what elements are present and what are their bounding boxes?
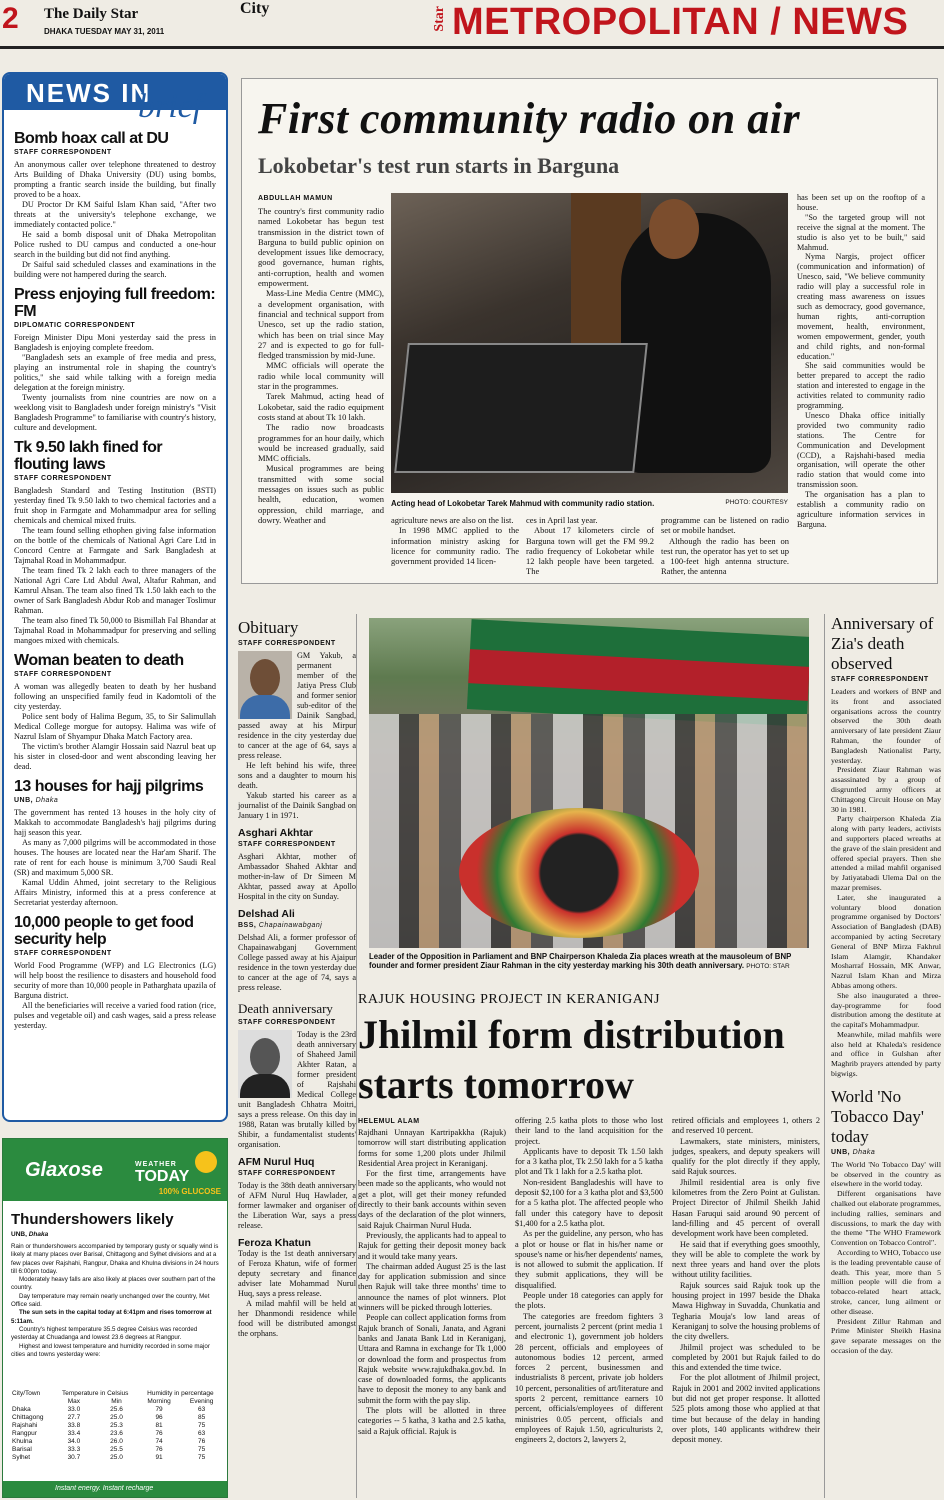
weather-table-cell: 75 [198, 1445, 206, 1453]
brief-paragraph: Foreign Minister Dipu Moni yesterday said the press in Bangladesh is enjoying complete freedom. [14, 333, 216, 352]
zia-paragraph: She also inaugurated a three-day-programme for food distribution among the destitute at the capital's Mohammadpur. [831, 990, 941, 1030]
lead-byline: ABDULLAH MAMUN [258, 195, 333, 202]
feroza-text [238, 1249, 356, 1339]
wx-th-blank [11, 1397, 53, 1405]
weather-paragraph: Highest and lowest temperature and humidity recorded in some major cities and towns yesterday were: [11, 1342, 210, 1358]
jhilmil-col2-paragraph: The categories are freedom fighters 3 percent, journalists 2 percent (print media 1 and electronic 1), government job holders 28 percent, officials and employees of autonomous bodies 12 percent, armed forces 2 percent, businessmen and industrialists 8 percent, private job holders 10 percent, personalities of art/literature and sports 2 percent, remittance earners 10 percent, officials/employees of different ministries 0.05 percent, officials and employees of Rajuk 1.50, agriculturists 2, engineers 2, doctors 2, lawyers 2, [515, 1311, 663, 1445]
zia-paragraph: Later, she inaugurated a voluntary blood donation programme organised by Doctors' Association of Bangladesh (DAB) accompanied by acting Secretary General of BNP Mirza Fakhrul Islam Alamgir, Khandaker Mosharraf Hossain, MK Anwar, Nazrul Islam Khan and Mirza Abbas among others. [831, 892, 941, 990]
weather-table-cell: 63 [198, 1405, 206, 1413]
brief-byline: UNB, Dhaka [14, 797, 59, 804]
wx-th-morning: Morning [147, 1397, 171, 1405]
jhilmil-col-1 [358, 1128, 506, 1437]
tobacco-byline-place: Dhaka [852, 1148, 876, 1156]
brief-body [14, 808, 216, 908]
zia-paragraph: President Ziaur Rahman was assassinated by a group of disgruntled army officers at Chittagong Circuit House on May 30 in 1981. [831, 765, 941, 814]
weather-table-cell: 79 [155, 1405, 163, 1413]
jhilmil-col3-paragraph: retired officials and employees 1, others 2 and reserved 10 percent. [672, 1116, 820, 1136]
jhilmil-col-2 [515, 1116, 663, 1446]
tobacco-paragraph: According to WHO, Tobacco use is the leading preventable cause of death. This year, more than 5 million people will die from a tobacco-related heart attack, stroke, cancer, lung ailment or other disease. [831, 1248, 941, 1316]
lead-col1-paragraph: MMC officials will operate the radio while local community will star in the programmes. [258, 360, 384, 392]
weather-table-cell: Rangpur [12, 1429, 37, 1437]
jhilmil-col3-paragraph: Lawmakers, state ministers, ministers, judges, speakers, and deputy speakers will qualify for the plot directly if they apply, said Rajuk sources. [672, 1136, 820, 1177]
brief-byline: DIPLOMATIC CORRESPONDENT [14, 322, 136, 329]
column-rule-left [356, 614, 357, 1498]
weather-table-cell: 33.8 [67, 1421, 81, 1429]
jhilmil-kicker: RAJUK HOUSING PROJECT IN KERANIGANJ [358, 992, 660, 1007]
brief-paragraph: Dr Saiful said scheduled classes and examinations in the building were not hampered during the search. [14, 260, 216, 279]
tobacco-paragraph: The World 'No Tobacco Day' will be observed in the country as elsewhere in the world today. [831, 1159, 941, 1189]
jhilmil-col2-paragraph: offering 2.5 katha plots to those who lost their land to the land acquisition for the project. [515, 1116, 663, 1146]
right-column [831, 614, 941, 1356]
weather-table-cell: Rajshahi [12, 1421, 38, 1429]
lead-col5-paragraph: Nyma Nargis, project officer (communication and information) of Unesco, said, "We believe community radio will play a successful role in creating mass awareness on issues such as democracy, good governance, human rights, anti-corruption movement, health, environment, women empowerment, gender, youth and child rights, and non-formal education." [797, 252, 925, 361]
brief-paragraph: The government has rented 13 houses in the holy city of Makkah to accommodate Bangladesh's hajj pilgrims during hajj season this year. [14, 808, 216, 837]
weather-table-cell: 96 [155, 1413, 163, 1421]
zia-text [831, 687, 941, 1079]
weather-table-cell: 76 [155, 1445, 163, 1453]
page-number: 2 [2, 2, 19, 35]
brief-paragraph: He said a bomb disposal unit of Dhaka Metropolitan Police rushed to DU campus and conducted a one-hour search in the building but did not find anything. [14, 230, 216, 259]
wx-th-hum: Humidity in percentage [147, 1389, 214, 1397]
glaxose-logo: Glaxose [25, 1159, 103, 1181]
obituary-byline: STAFF CORRESPONDENT [238, 640, 336, 647]
weather-today-label [135, 1161, 189, 1186]
zia-heading: Anniversary of Zia's death observed [831, 614, 934, 673]
weather-table-cell: Khulna [12, 1437, 33, 1445]
weather-table-cell: 91 [155, 1453, 163, 1461]
afm-text: Today is the 38th death anniversary of AFM Nurul Huq Hawlader, a former lawmaker and organiser of the Liberation War, says a press release. [238, 1181, 356, 1230]
asghari-byline: STAFF CORRESPONDENT [238, 841, 336, 848]
weather-table-cell: 75 [198, 1421, 206, 1429]
asghari-text: Asghari Akhtar, mother of Ambassador Shahed Akhtar and mother-in-law of Dr Simeen M Akhtar, passed away at Apollo Hospital in the city on Sunday. [238, 852, 356, 901]
lead-col3-paragraph: ces in April last year. [526, 515, 598, 525]
brief-body [14, 160, 216, 280]
weather-paragraph: Day temperature may remain nearly unchanged over the country, Met Office said. [11, 1292, 210, 1309]
weather-table [11, 1389, 223, 1461]
weather-paragraph: Rain or thundershowers accompanied by temporary gusty or squally wind is likely at many places over Barisal, Chittagong and Sylhet divisions and at a few places over Rajshahi, Rangpur, Dhaka and Khulna divisions in 24 hours till 6:00pm today. [11, 1243, 219, 1275]
radio-station-photo [391, 193, 788, 493]
brief-headline: 13 houses for hajj pilgrims [14, 778, 204, 795]
lead-col2-paragraph: agriculture news are also on the list. [391, 515, 514, 525]
jamil-text-block [238, 1030, 356, 1150]
weather-table-cell: 75 [198, 1453, 206, 1461]
jhilmil-col1-paragraph: People can collect application forms from Rajuk branch of Sonali, Janata, and Agrani banks and Janata Bank Ltd in Keraniganj, Uttara and Ramna in exchange for Tk 1,000 or download the form and prospectus from Rajuk website www.rajukdhaka.gov.bd. In case of downloaded forms, the applicants have to deposit the money to any bank and submit the form with the pay slip. [358, 1313, 506, 1405]
lead-col5-paragraph: She said communities would be better prepared to accept the radio station and interested to engage in the activities related to community radio programming. [797, 361, 925, 411]
brief-paragraph: The team also fined Tk 50,000 to Bismillah Fal Bhandar at Tajmahal Road in Mohammadpur for preserving and selling mangoes mixed with chemicals. [14, 616, 216, 645]
brief-paragraph: World Food Programme (WFP) and LG Electronics (LG) will help boost the resilience to disasters and household food security of more than 10,000 people in Patharghata upazila of Barguna district. [14, 961, 216, 1000]
delshad-byline [238, 922, 356, 929]
wx-th-evening: Evening [189, 1397, 214, 1405]
weather-label: WEATHER [135, 1161, 177, 1168]
death-anniversary-heading: Death anniversary [238, 1001, 333, 1016]
obituary-heading: Obituary [238, 618, 299, 637]
gm-yakub-text-2: He left behind his wife, three sons and a daughter to mourn his death. [238, 761, 356, 790]
zia-paragraph: Meanwhile, milad mahfils were also held at Khaleda's residence and office in Gulshan after Maghrib prayers attended by party bigwigs. [831, 1029, 941, 1079]
weather-table-body [11, 1405, 223, 1461]
delshad-heading: Delshad Ali [238, 908, 295, 920]
lead-col4-paragraph: programme can be listened on radio set or mobile handset. [661, 515, 789, 536]
brief-headline: Woman beaten to death [14, 652, 184, 669]
lead-col5-text [797, 193, 925, 530]
sun-icon [195, 1151, 217, 1173]
brief-body [14, 682, 216, 772]
lead-col5-paragraph: has been set up on the rooftop of a house. [797, 193, 925, 212]
brief-byline: STAFF CORRESPONDENT [14, 149, 112, 156]
lead-col5-paragraph: Unesco Dhaka office initially provided two community radio stations. The Centre for Communication and Development (CCD), a Rajshahi-based media organisation, will operate the other radio station that would come into transmission soon. [797, 410, 925, 490]
weather-table-cell: 33.3 [67, 1445, 81, 1453]
wreath-photo-credit: PHOTO: STAR [746, 963, 790, 970]
weather-table-cell: 33.4 [67, 1429, 81, 1437]
brief-paragraph: Bangladesh Standard and Testing Institution (BSTI) yesterday fined Tk 9.50 lakh to two chemical factories and a fruit shop in Farmgate and Mohammadpur area for selling chemicals and chemical mixed fruits. [14, 486, 216, 525]
weather-table-cell: Sylhet [12, 1453, 31, 1461]
weather-table-cell: 81 [155, 1421, 163, 1429]
asghari-heading: Asghari Akhtar [238, 827, 313, 839]
weather-paragraph: The sun sets in the capital today at 6:41pm and rises tomorrow at 5:11am. [11, 1309, 212, 1325]
zia-paragraph: Leaders and workers of BNP and its front and associated organisations across the country observed the 30th death anniversary of late president Ziaur Rahman, the founder of Bangladesh Nationalist Party, yesterday. [831, 687, 941, 765]
lead-col4-text [661, 515, 789, 577]
jhilmil-col1-paragraph: For the first time, arrangements have been made so the applicants, who would not get a plot, will get their money refunded directly to their bank accounts within seven days of the declaration of the plot winners, said Rajuk Chairman Nurul Huda. [358, 1169, 506, 1230]
weather-table-row [11, 1421, 223, 1429]
lead-col5-paragraph: "So the targeted group will not receive the signal at the moment. The studio is also yet to be built," said Mahmud. [797, 212, 925, 252]
weather-table-row [11, 1413, 223, 1421]
lead-col3-text [526, 515, 654, 577]
brief-byline-place: Dhaka [33, 797, 59, 804]
afm-byline: STAFF CORRESPONDENT [238, 1170, 336, 1177]
zia-paragraph: Party chairperson Khaleda Zia along with party leaders, activists and supporters placed wreaths at the grave of the slain president and offered special prayers. Then she attended a milad mahfil organised by Jatiyatabadi Ulema Dal on the mazar premises. [831, 814, 941, 892]
wreath-photo [369, 618, 809, 948]
section-title: METROPOLITAN / NEWS [452, 1, 909, 43]
photo-banner [467, 619, 809, 727]
nib-content [14, 130, 216, 1031]
weather-byline-place: Dhaka [28, 1231, 49, 1238]
lead-col2-paragraph: In 1998 MMC applied to the information ministry asking for licence for community radio. The government provided 14 licen- [391, 525, 519, 567]
nib-title-news: NEWS IN [26, 78, 152, 108]
feroza-text-1: Today is the 1st death anniversary of Feroza Khatun, wife of former deputy secretary and finance adviser late Mohammad Nurul Huq, says a press release. [238, 1249, 356, 1298]
column-rule-right [824, 614, 825, 1498]
weather-table-row [11, 1445, 223, 1453]
brief-paragraph: The team found selling ethophen giving false information on the bottle of the chemicals of National Agri Care Ltd in Concord Centre at Farmgate and Sark Bangladesh at Tajmahal Road in Mohammadpur. [14, 526, 216, 565]
masthead: The Daily Star [44, 6, 139, 22]
jhilmil-col2-paragraph: Applicants have to deposit Tk 1.50 lakh for a 3 katha plot, Tk 2.50 lakh for a 5 katha plot and Tk 1 lakh for a 2.5 katha plot. [515, 1146, 663, 1177]
weather-table-cell: Chittagong [12, 1413, 44, 1421]
lead-col5-paragraph: The organisation has a plan to establish a community radio on agriculture information services in Barguna. [797, 490, 925, 529]
wreath-caption-text: Leader of the Opposition in Parliament and BNP Chairperson Khaleda Zia places wreath at the mausoleum of BNP founder and former president Ziaur Rahman in the city yesterday marking his 30th death anniversary. [369, 952, 792, 970]
news-in-brief-box [2, 72, 228, 1122]
weather-table-cell: 76 [198, 1437, 206, 1445]
jhilmil-col1-paragraph: Previously, the applicants had to appeal to Rajuk for getting their deposit money back and it would take many years. [358, 1230, 506, 1261]
jhilmil-col3-paragraph: Rajuk sources said Rajuk took up the housing project in 1997 beside the Dhaka Mawa Highway in Suvadda, Chunkatia and Tegharia Mouja's low land areas of Keraniganj to solve the housing problems of the city dwellers. [672, 1280, 820, 1342]
obituary-column [238, 614, 356, 1339]
nib-title-brief: brief [138, 88, 203, 125]
brief-body [14, 333, 216, 433]
weather-table-cell: 25.6 [110, 1405, 123, 1413]
weather-table-cell: 33.0 [67, 1405, 81, 1413]
jhilmil-col1-paragraph: Rajdhani Unnayan Kartripakkha (Rajuk) tomorrow will start distributing application forms for some 1,200 plots under Jhilmil Residential Area project in Keraniganj. [358, 1128, 506, 1168]
brief-body [14, 486, 216, 646]
weather-table-cell: 27.7 [67, 1413, 81, 1421]
jhilmil-col2-paragraph: Non-resident Bangladeshis will have to deposit $2,100 for a 3 katha plot and $3,500 for a 5 katha plot. The affected people who fall under this category have to deposit $1,400 for a 2.5 katha plot. [515, 1177, 663, 1228]
weather-table-cell: 30.7 [67, 1453, 81, 1461]
weather-table-cell: 25.0 [110, 1453, 123, 1461]
wx-th-temp: Temperature in Celsius [61, 1389, 129, 1397]
brief-paragraph: As many as 7,000 pilgrims will be accommodated in those houses. The houses are located near the Har'am Sharif. The rate of rent for each house is minimum 3,700 Saudi Real (SR) and maximum 5,000 SR. [14, 838, 216, 877]
today-label: TODAY [135, 1168, 190, 1185]
weather-table-cell: 76 [155, 1429, 163, 1437]
weather-table-cell: 34.0 [67, 1437, 81, 1445]
weather-table-row [11, 1437, 223, 1445]
tobacco-paragraph: President Zillur Rahman and Prime Minister Sheikh Hasina gave separate messages on the occasion of the day. [831, 1316, 941, 1356]
brief-paragraph: "Bangladesh sets an example of free media and press, playing an instrumental role in shaping the country's politics," she said while talking with a foreign media delegation at the foreign ministry. [14, 353, 216, 392]
afm-heading: AFM Nurul Huq [238, 1156, 315, 1168]
star-tag: Star [432, 6, 447, 32]
weather-table-cell: 25.5 [110, 1445, 123, 1453]
brief-paragraph: An anonymous caller over telephone threatened to destroy Arts Building of Dhaka University (DU) using bombs, prompting a frantic search inside the building, but finally proved to be a hoax. [14, 160, 216, 199]
lead-col1-paragraph: Mass-Line Media Centre (MMC), a development organisation, with financial and technical support from Unesco, set up the radio station, which has been on trial since May 27 and is expected to go for full-fledged transmission by mid-June. [258, 288, 384, 361]
jhilmil-col2-paragraph: People under 18 categories can apply for the plots. [515, 1291, 663, 1311]
brief-headline: Press enjoying full freedom: FM [14, 286, 216, 320]
tobacco-paragraph: Different organisations have chalked out elaborate programmes, including rallies, seminars and discussions, to mark the day with the theme "The WHO Framework Convention on Tobacco Control". [831, 1189, 941, 1248]
brief-headline: Tk 9.50 lakh fined for flouting laws [14, 439, 163, 473]
jhilmil-col3-paragraph: Jhilmil residential area is only five kilometres from the Zero Point at Gulistan. Project Director of Jhilmil Sheikh Jahid Hasan Faruqui said around 90 percent of land-filling and 45 percent of overall development work have been completed. [672, 1177, 820, 1239]
lead-story [241, 78, 938, 584]
gm-yakub-text-3: Yakub started his career as a journalist of the Dainik Sangbad on January 1 in 1971. [238, 791, 356, 820]
lead-photo-credit: PHOTO: COURTESY [725, 499, 788, 506]
lead-col-1 [258, 193, 384, 525]
delshad-byline-agency: BSS, [238, 922, 257, 929]
delshad-text: Delshad Ali, a former professor of Chapainawabganj Government College passed away at his Ajaipur residence in the town yesterday due to cancer at the age of 74, says a press release. [238, 933, 356, 992]
brief-headline: 10,000 people to get food security help [14, 914, 194, 948]
weather-paragraph: Moderately heavy falls are also likely at places over southern part of the country. [11, 1276, 216, 1292]
weather-table-cell: Barisal [12, 1445, 32, 1453]
photo-wreath [459, 808, 699, 938]
brief-byline: STAFF CORRESPONDENT [14, 950, 112, 957]
weather-table-cell: 85 [198, 1413, 206, 1421]
section-city: City [240, 0, 270, 17]
obit-gm-yakub [238, 651, 356, 821]
photo-equipment-case [394, 343, 648, 473]
weather-table-cell: 25.0 [110, 1413, 123, 1421]
lead-col1-text [258, 206, 384, 525]
delshad-byline-place: Chapainawabganj [258, 922, 323, 929]
lead-photo-caption-text: Acting head of Lokobetar Tarek Mahmud with community radio station. [391, 499, 655, 508]
wx-th-city: City/Town [12, 1389, 41, 1397]
jhilmil-headline: Jhilmil form distribution starts tomorrow [358, 1012, 785, 1107]
lead-headline: First community radio on air [258, 94, 801, 143]
jamil-photo [238, 1030, 292, 1098]
weather-table-cell: Dhaka [12, 1405, 31, 1413]
jamil-text: Today is the 23rd death anniversary of Shaheed Jamil Akhter Ratan, a former president of Rajshahi Medical College unit Bangladesh Chhatra Moitri, says a press release. On this day in 1988, Ratan was brutally killed by Shibir, a fundamentalist students' organisation. [238, 1030, 356, 1149]
brief-paragraph: All the beneficiaries will receive a varied food ration (rice, pulses and vegetable oil) and cash wages, said a press release yesterday. [14, 1001, 216, 1030]
lead-col1-paragraph: The radio now broadcasts programmes for an hour daily, which would be increased gradually, said MMC officials. [258, 422, 384, 464]
brief-paragraph: The team fined Tk 2 lakh each to three managers of the National Agri Care Ltd Abdul Awal, Altafur Rahman, and Kamrul Ahsan. The team also fined Tk 1.50 lakh each to the owner of Sark Bangladesh Abdur Rob and manager Toslimur Rahman. [14, 566, 216, 615]
weather-box [2, 1138, 228, 1498]
weather-footer: Instant energy. Instant recharge [3, 1481, 227, 1497]
weather-table-cell: 23.6 [110, 1429, 123, 1437]
jhilmil-col1-paragraph: The plots will be allotted in three categories -- 5 katha, 3 katha and 2.5 katha, said a Rajuk official. Rajuk is [358, 1406, 506, 1436]
lead-col2-text [391, 515, 519, 566]
weather-table-row [11, 1429, 223, 1437]
lead-col1-paragraph: Musical programmes are being transmitted with some social messages on issues such as public health, education, women oppression, child marriage, and dowry. Weather and [258, 463, 384, 525]
lead-subhead: Lokobetar's test run starts in Barguna [258, 153, 620, 178]
weather-table-row [11, 1405, 223, 1413]
weather-table-cell: 63 [198, 1429, 206, 1437]
jhilmil-col-3 [672, 1116, 820, 1446]
brief-body [14, 961, 216, 1031]
brief-paragraph: A woman was allegedly beaten to death by her husband following an unspecified family feud in Kadomtoli of the city yesterday. [14, 682, 216, 711]
brief-paragraph: Twenty journalists from nine countries are now on a weeklong visit to Bangladesh under foreign ministry's "Visit Bangladesh Programme" to familiarise with country's history, culture and development. [14, 393, 216, 432]
jhilmil-col3-paragraph: Jhilmil project was scheduled to be completed by 2001 but Rajuk failed to do this and extended the time twice. [672, 1342, 820, 1373]
lead-col1-paragraph: The country's first community radio named Lokobetar has begun test transmission in the district town of Barguna to build public opinion on development issues like democracy, good governance, human rights, anti-corruption, health and women empowerment. [258, 206, 384, 289]
weather-table-cell: 25.3 [110, 1421, 123, 1429]
weather-table-row [11, 1453, 223, 1461]
jhilmil-col1-paragraph: The chairman added August 25 is the last day for application submission and since then Rajuk will take three months' time to announce the names of plot winners. Plot winners will be picked through lotteries. [358, 1261, 506, 1313]
photo-head [649, 199, 699, 259]
lead-photo-caption [391, 499, 788, 508]
tobacco-byline [831, 1149, 941, 1156]
brief-paragraph: Kamal Uddin Ahmed, joint secretary to the Religious Affairs Ministry, informed this at a press conference at Secretariat yesterday afternoon. [14, 878, 216, 907]
glucose-tag: 100% GLUCOSE [158, 1187, 221, 1196]
weather-byline [11, 1231, 48, 1238]
wreath-photo-caption [369, 952, 809, 970]
tobacco-text [831, 1160, 941, 1356]
zia-byline: STAFF CORRESPONDENT [831, 676, 929, 683]
lead-col3-paragraph: About 17 kilometers circle of Barguna town will get the FM 99.2 radio frequency of Lokobetar while 12 lakh people have been targeted. The [526, 525, 654, 577]
weather-paragraph: Country's highest temperature 35.5 degree Celsius was recorded yesterday at Chuadanga and lowest 23.6 degrees at Rangpur. [11, 1325, 198, 1342]
brief-byline: STAFF CORRESPONDENT [14, 671, 112, 678]
header-rule [0, 46, 944, 49]
tobacco-byline-agency: UNB, [831, 1148, 851, 1156]
brief-paragraph: DU Proctor Dr KM Saiful Islam Khan said, "After two threats at the university's telephone exchange, we immediately contacted police." [14, 200, 216, 229]
feroza-heading: Feroza Khatun [238, 1237, 311, 1249]
brief-headline: Bomb hoax call at DU [14, 130, 169, 147]
wx-th-min: Min [111, 1397, 122, 1405]
jhilmil-col3-paragraph: He said that if everything goes smoothly, they will be able to complete the work by next three years and hand over the plots without utility facilities. [672, 1239, 820, 1280]
death-anniversary-byline: STAFF CORRESPONDENT [238, 1019, 336, 1026]
jhilmil-col3-paragraph: For the plot allotment of Jhilmil project, Rajuk in 2001 and 2002 invited applications but did not get proper response. It allotted 525 plots among those who applied at that time but because of the delay in handing over plots, 140 applicants withdrew their deposit money. [672, 1373, 820, 1445]
weather-table-cell: 74 [155, 1437, 163, 1445]
weather-headline: Thundershowers likely [11, 1211, 174, 1228]
dateline: DHAKA TUESDAY MAY 31, 2011 [44, 27, 165, 36]
gm-yakub-photo [238, 651, 292, 719]
weather-byline-agency: UNB, [11, 1231, 27, 1238]
brief-byline: STAFF CORRESPONDENT [14, 475, 112, 482]
brief-paragraph: The victim's brother Alamgir Hossain said Nazrul beat up his sister in closed-door and went absconding leaving her dead. [14, 742, 216, 771]
jhilmil-col2-paragraph: As per the guideline, any person, who has a plot or house or flat in his/her name or spouse's name or his/her dependents' names, is not allowed to submit the application. If they submit applications, they will be disqualified. [515, 1229, 663, 1290]
weather-text [11, 1243, 223, 1359]
lead-col1-paragraph: Tarek Mahmud, acting head of Lokobetar, said the radio equipment costs stand at about Tk 10 lakh. [258, 391, 384, 422]
jhilmil-byline: HELEMUL ALAM [358, 1118, 420, 1125]
brief-paragraph: Police sent body of Halima Begum, 35, to Sir Salimullah Medical College morgue for autopsy. Halima was wife of Nazrul Islam of Shyampur Dhaka Match Factory area. [14, 712, 216, 741]
lead-col4-paragraph: Although the radio has been on test run, the operator has yet to set up a 100-feet high antenna structure. Rather, the antenna [661, 535, 789, 577]
gm-yakub-text: GM Yakub, a permanent member of the Jatiya Press Club and former senior sub-editor of the Dainik Sangbad, passed away at his Mirpur residence in the city yesterday due to cancer at the age of 64, says a press release. [238, 651, 356, 760]
tobacco-heading: World 'No Tobacco Day' today [831, 1086, 924, 1146]
wx-th-max: Max [67, 1397, 81, 1405]
feroza-text-2: A milad mahfil will be held at her Dhanmondi residence while food will be distributed amongst the orphans. [238, 1299, 356, 1338]
weather-table-cell: 26.0 [110, 1437, 123, 1445]
